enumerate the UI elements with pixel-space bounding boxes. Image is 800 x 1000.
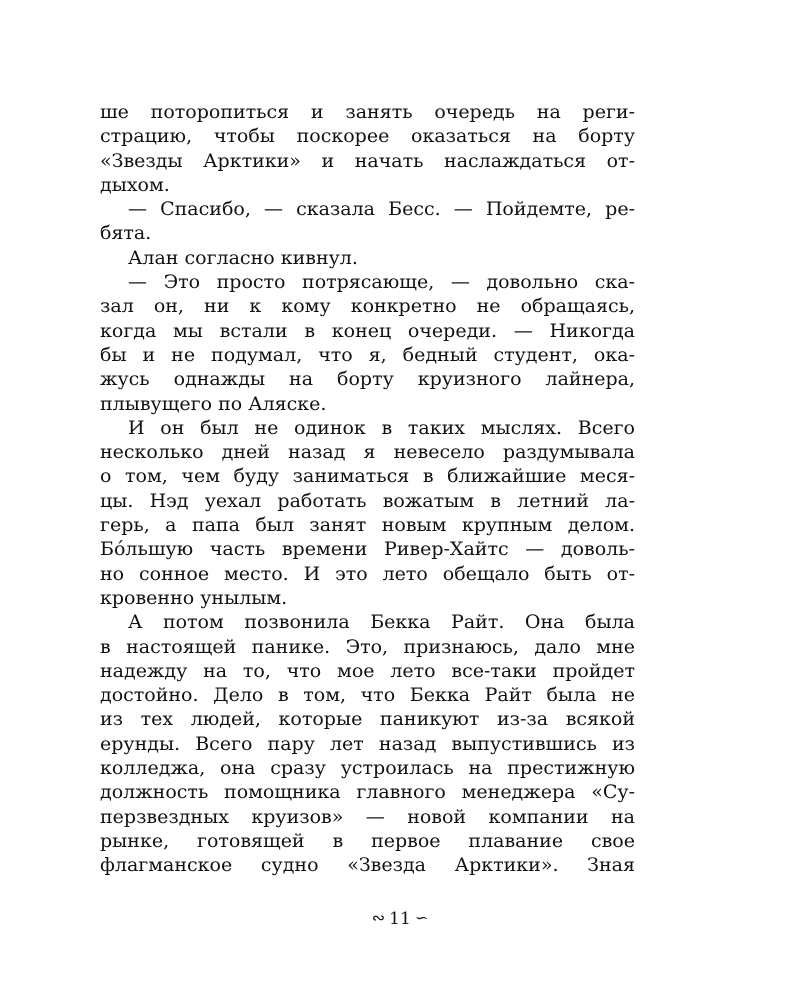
text-line: дыхом. [100, 173, 170, 196]
text-line: достойно. Дело в том, что Бекка Райт была не [100, 684, 635, 707]
text-line: А потом позвонила Бекка Райт. Она была [128, 611, 635, 634]
text-line: надежду на то, что мое лето все-таки пройдет [100, 659, 635, 682]
text-line: — Это просто потрясающе, — довольно ска- [128, 271, 635, 294]
text-line: флагманское судно «Звезда Арктики». Зная [100, 854, 635, 877]
text-line: о том, чем буду заниматься в ближайшие меся- [100, 465, 635, 488]
page-number: 11 [389, 909, 411, 929]
text-line: кровенно унылым. [100, 586, 288, 609]
text-line: Алан согласно кивнул. [128, 246, 358, 269]
text-line: Бо́льшую часть времени Ривер-Хайтс — доволь- [100, 538, 635, 561]
text-line: ерунды. Всего пару лет назад выпустившись из [100, 732, 635, 755]
text-line: — Спасибо, — сказала Бесс. — Пойдемте, ре- [128, 198, 635, 221]
text-line: бы и не подумал, что я, бедный студент, ока- [100, 343, 635, 366]
text-line: бята. [100, 222, 152, 245]
text-line: рынке, готовящей в первое плавание свое [100, 829, 635, 852]
text-line: жусь однажды на борту круизного лайнера, [100, 368, 635, 391]
text-line: из тех людей, которые паникуют из-за всякой [100, 708, 635, 731]
text-line: в настоящей панике. Это, признаюсь, дало мне [100, 635, 635, 658]
text-line: зал он, ни к кому конкретно не обращаясь, [100, 295, 635, 318]
text-line: несколько дней назад я невесело раздумывала [100, 441, 635, 464]
text-line: плывущего по Аляске. [100, 392, 327, 415]
text-line: герь, а папа был занят новым крупным делом. [100, 514, 635, 537]
page-number-footer [0, 908, 800, 929]
text-line: И он был не одинок в таких мыслях. Всего [128, 416, 635, 439]
text-line: колледжа, она сразу устроилась на престижную [100, 757, 635, 780]
folio-ornament-left-icon: ∾ [371, 908, 386, 927]
text-line: но сонное место. И это лето обещало быть от- [100, 562, 635, 585]
text-line: когда мы встали в конец очереди. — Никогда [100, 319, 635, 342]
folio-ornament-right-icon: ∽ [414, 908, 429, 927]
text-line: перзвездных круизов» — новой компании на [100, 805, 635, 828]
text-line: должность помощника главного менеджера «Су- [100, 781, 635, 804]
body-text [100, 100, 635, 878]
text-line: ше поторопиться и занять очередь на реги- [100, 101, 635, 123]
text-line: страцию, чтобы поскорее оказаться на борту [100, 125, 635, 148]
text-line: «Звезды Арктики» и начать наслаждаться от- [100, 149, 635, 172]
text-line: цы. Нэд уехал работать вожатым в летний ла- [100, 489, 635, 512]
